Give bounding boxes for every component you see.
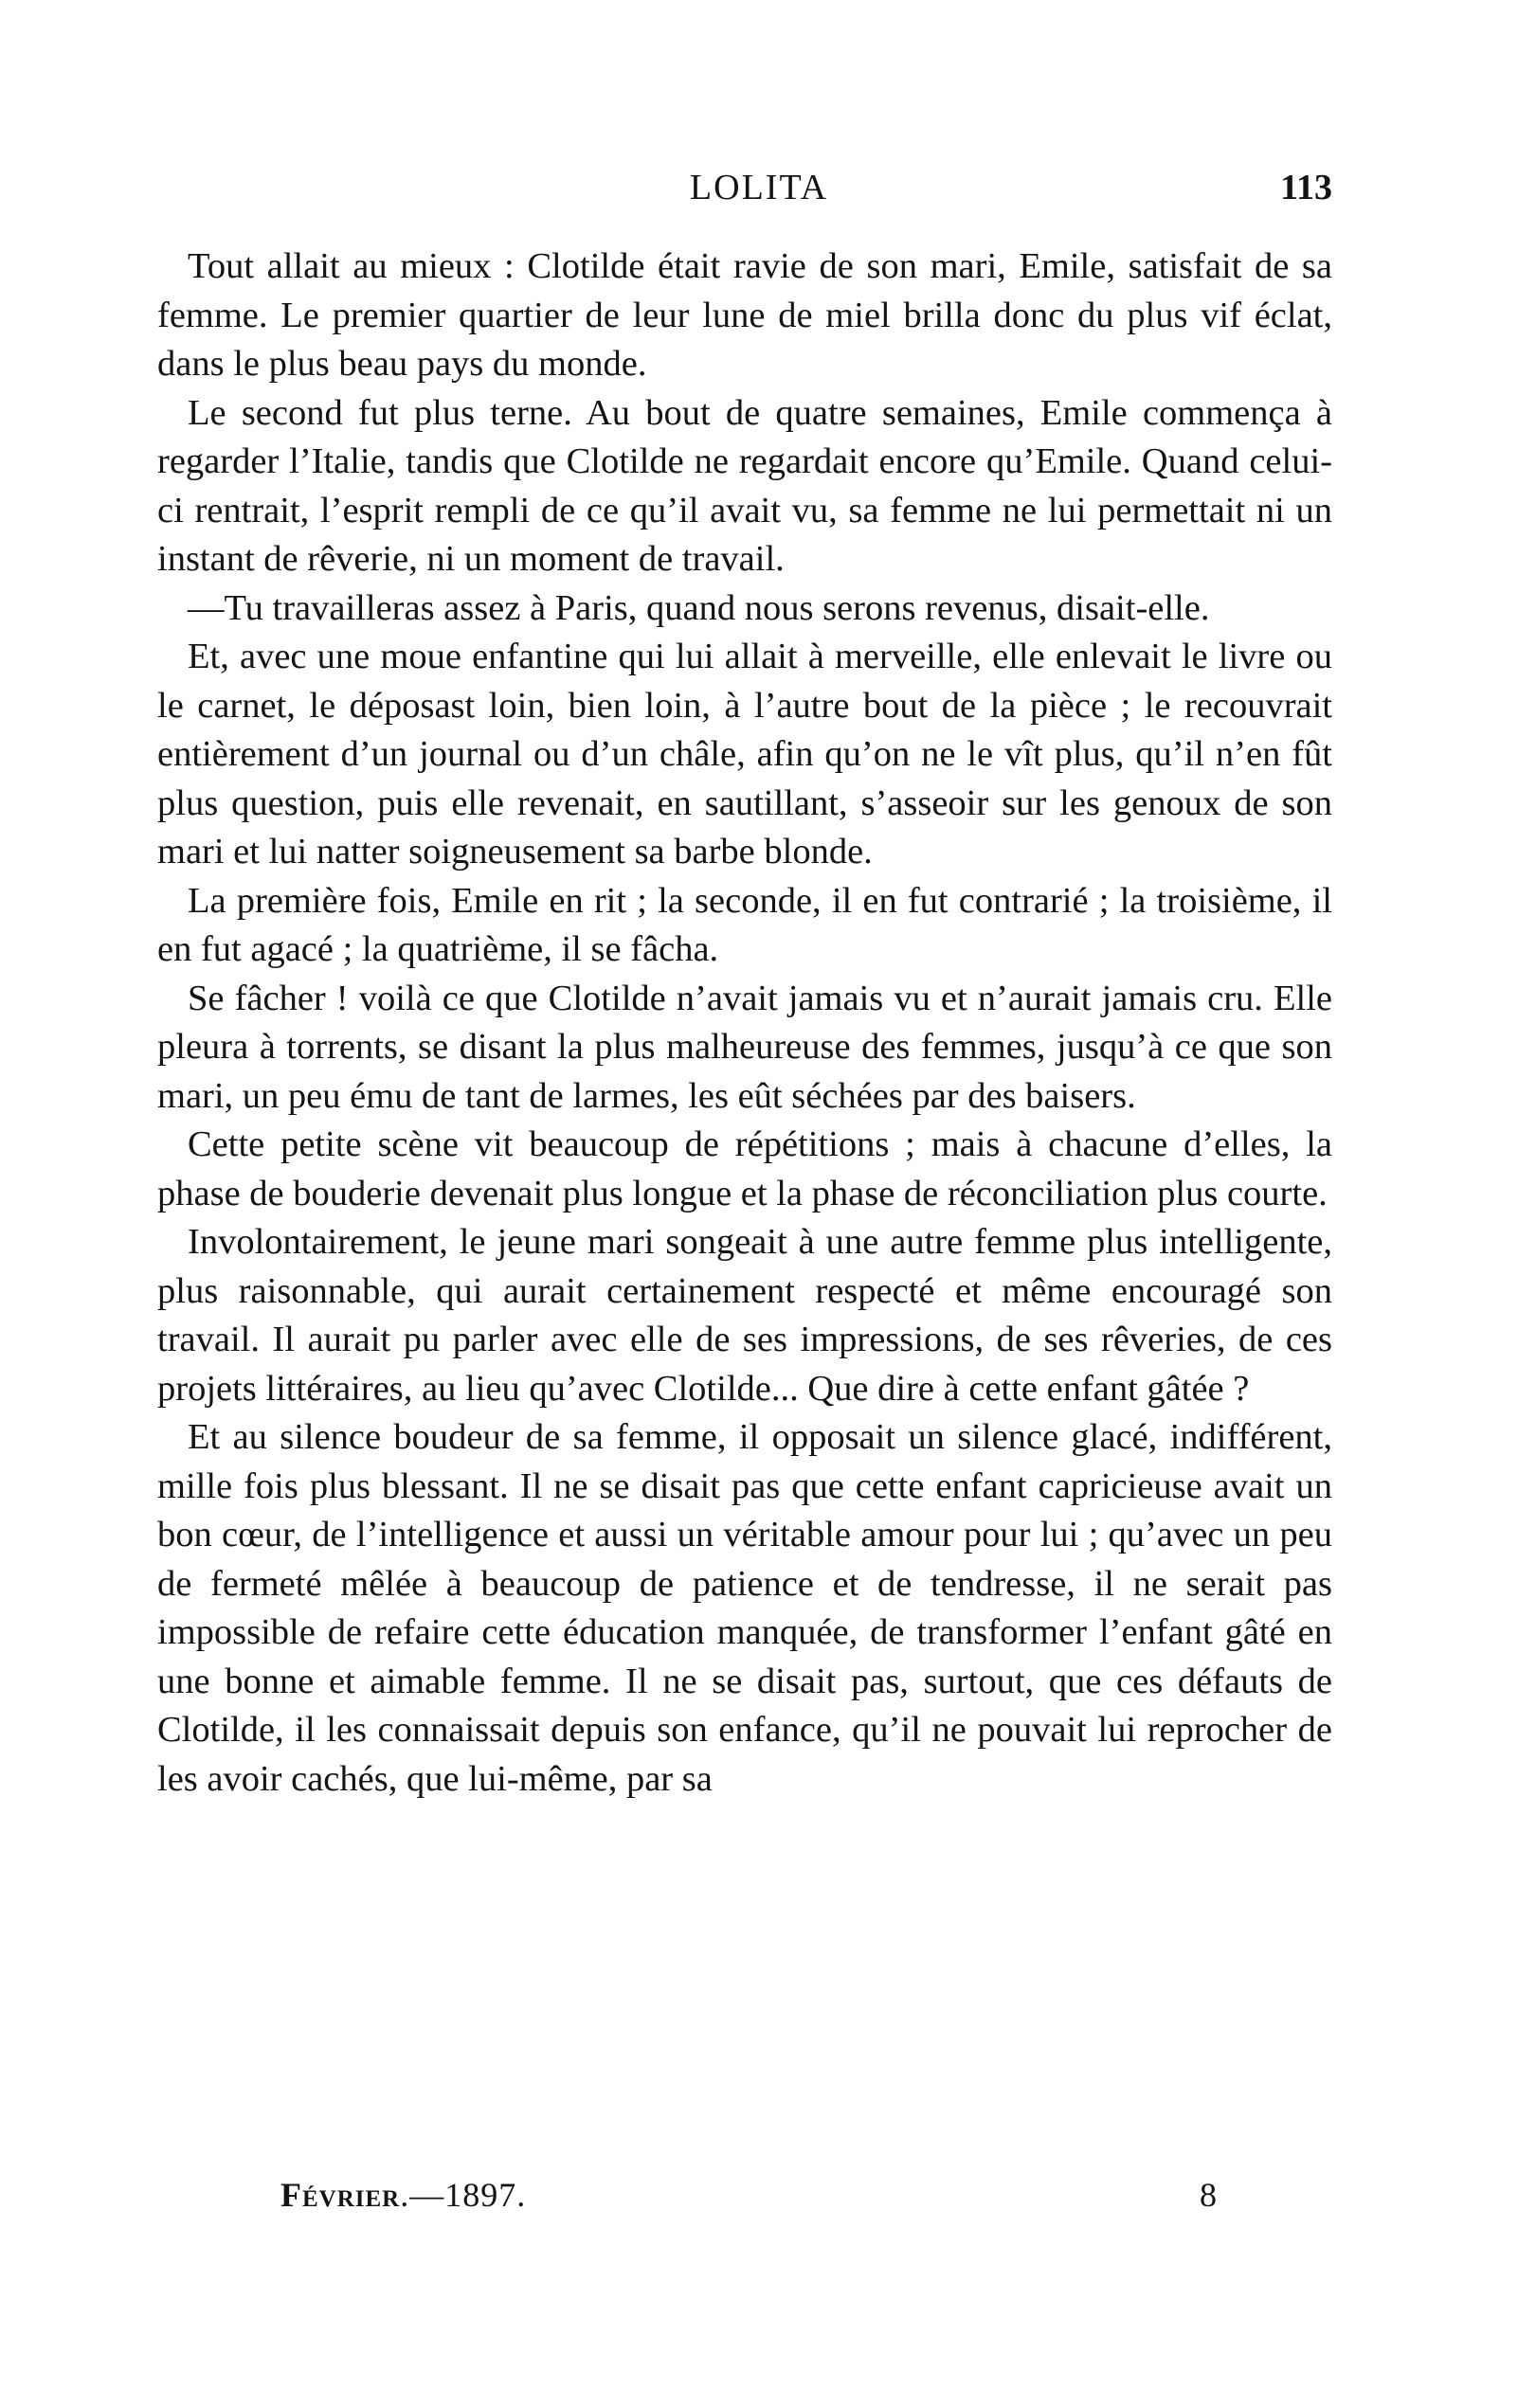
- paragraph: Le second fut plus terne. Au bout de quatre semaines, Emile commença à regarder l’Italie, tandis que Clotilde ne regardait encore qu’Emile. Quand celui-ci rentrait, l’esprit rempli de ce qu’il avait vu, sa femme ne lui permettait ni un instant de rêverie, ni un moment de travail.: [157, 392, 1332, 579]
- signature-year: .—1897.: [400, 2176, 527, 2214]
- paragraph: Cette petite scène vit beaucoup de répétitions ; mais à chacune d’elles, la phase de bouderie devenait plus longue et la phase de réconciliation plus courte.: [157, 1124, 1332, 1213]
- page-header: [186, 167, 1332, 214]
- page-number: 113: [1280, 168, 1332, 207]
- paragraph: La première fois, Emile en rit ; la seconde, il en fut contrarié ; la troisième, il en fut agacé ; la quatrième, il se fâcha.: [157, 880, 1332, 969]
- signature-mark: 8: [1200, 2176, 1217, 2214]
- running-title: LOLITA: [689, 168, 829, 207]
- paragraph: Et au silence boudeur de sa femme, il opposait un silence glacé, indifférent, mille fois plus blessant. Il ne se disait pas que cette enfant capricieuse avait un bon cœur, de l’intelligence et aussi un véritable amour pour lui ; qu’avec un peu de fermeté mêlée à beaucoup de patience et de tendresse, il ne serait pas impossible de refaire cette éducation manquée, de transformer l’enfant gâté en une bonne et aimable femme. Il ne se disait pas, surtout, que ces défauts de Clotilde, il les connaissait depuis son enfance, qu’il ne pouvait lui reprocher de les avoir cachés, que lui-même, par sa: [157, 1417, 1332, 1799]
- body-text: [157, 243, 1332, 1804]
- paragraph: Involontairement, le jeune mari songeait à une autre femme plus intelligente, plus raisonnable, qui aurait certainement respecté et même encouragé son travail. Il aurait pu parler avec elle de ses impressions, de ses rêveries, de ces projets littéraires, au lieu qu’avec Clotilde... Que dire à cette enfant gâtée ?: [157, 1222, 1332, 1409]
- paragraph: Et, avec une moue enfantine qui lui allait à merveille, elle enlevait le livre ou le carnet, le déposast loin, bien loin, à l’autre bout de la pièce ; le recouvrait entièrement d’un journal ou d’un châle, afin qu’on ne le vît plus, qu’il n’en fût plus question, puis elle revenait, en sautillant, s’asseoir sur les genoux de son mari et lui natter soigneusement sa barbe blonde.: [157, 637, 1332, 872]
- paragraph: Tout allait au mieux : Clotilde était ravie de son mari, Emile, satisfait de sa femme. Le premier quartier de leur lune de miel brilla donc du plus vif éclat, dans le plus beau pays du monde.: [157, 246, 1332, 384]
- page-footer: [157, 2175, 1332, 2222]
- paragraph: Se fâcher ! voilà ce que Clotilde n’avait jamais vu et n’aurait jamais cru. Elle pleura à torrents, se disant la plus malheureuse des femmes, jusqu’à ce que son mari, un peu ému de tant de larmes, les eût séchées par des baisers.: [157, 978, 1332, 1116]
- paragraph: —Tu travailleras assez à Paris, quand nous serons revenus, disait-elle.: [188, 587, 1210, 628]
- printer-signature: [280, 2175, 526, 2215]
- signature-month: Février: [280, 2176, 401, 2214]
